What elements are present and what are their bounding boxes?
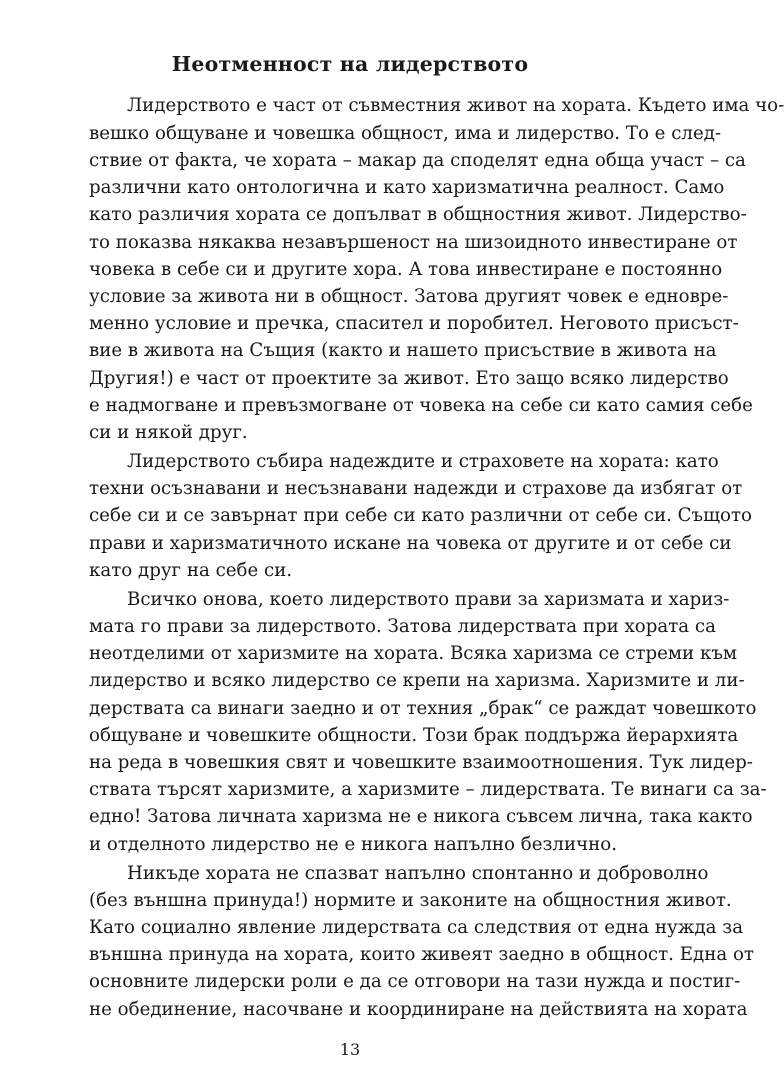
text-line: условие за живота ни в общност. Затова другият човек е едновре- bbox=[89, 286, 729, 307]
text-line: е надмогване и превъзмогване от човека на себе си като самия себе bbox=[89, 395, 753, 416]
text-line: (без външна принуда!) нормите и законите на общностния живот. bbox=[89, 890, 732, 911]
text-line: неотделими от харизмите на хората. Всяка харизма се стреми към bbox=[89, 643, 738, 664]
text-line: лидерство и всяко лидерство се крепи на харизма. Харизмите и ли- bbox=[89, 670, 745, 691]
text-line: на реда в човешкия свят и човешките взаимоотношения. Тук лидер- bbox=[89, 752, 753, 773]
text-line: не обединение, насочване и координиране на действията на хората bbox=[89, 999, 748, 1020]
text-line: човека в себе си и другите хора. А това инвестиране е постоянно bbox=[89, 259, 723, 280]
text-line: Никъде хората не спазват напълно спонтанно и доброволно bbox=[127, 863, 709, 884]
text-line: Лидерството събира надеждите и страховете на хората: като bbox=[127, 451, 719, 472]
text-line: прави и харизматичното искане на човека от другите и от себе си bbox=[89, 533, 732, 554]
text-line: основните лидерски роли е да се отговори на тази нужда и постиг- bbox=[89, 971, 741, 992]
text-line: мата го прави за лидерството. Затова лидерствата при хората са bbox=[89, 616, 716, 637]
text-line: и отделното лидерство не е никога напълно безлично. bbox=[89, 834, 617, 855]
text-line: ствата търсят харизмите, а харизмите – лидерствата. Те винаги са за- bbox=[89, 779, 767, 800]
text-line: Другия!) е част от проектите за живот. Ето защо всяко лидерство bbox=[89, 368, 729, 389]
text-line: вешко общуване и човешка общност, има и лидерство. То е след- bbox=[89, 123, 722, 144]
text-line: като друг на себе си. bbox=[89, 560, 293, 581]
text-line: общуване и човешките общности. Този брак поддържа йерархията bbox=[89, 725, 739, 746]
text-line: едно! Затова личната харизма не е никога съвсем лична, така както bbox=[89, 806, 753, 827]
text-line: Лидерството е част от съвместния живот на хората. Където има чо- bbox=[127, 95, 784, 116]
text-line: менно условие и пречка, спасител и поробител. Неговото присъст- bbox=[89, 313, 739, 334]
text-line: техни осъзнавани и несъзнавани надежди и страхове да избягат от bbox=[89, 478, 743, 499]
text-line: себе си и се завърнат при себе си като различни от себе си. Същото bbox=[89, 505, 752, 526]
text-line: Всичко онова, което лидерството прави за харизмата и хариз- bbox=[127, 589, 730, 610]
chapter-title: Неотменност на лидерството bbox=[171, 52, 529, 76]
text-line: външна принуда на хората, които живеят заедно в общност. Една от bbox=[89, 944, 754, 965]
page-number: 13 bbox=[339, 1040, 361, 1059]
text-line: ствие от факта, че хората – макар да споделят една обща участ – са bbox=[89, 150, 746, 171]
text-line: като различия хората се допълват в общностния живот. Лидерство- bbox=[89, 204, 747, 225]
text-line: различни като онтологична и като харизматична реалност. Само bbox=[89, 177, 725, 198]
text-line: вие в живота на Същия (както и нашето присъствие в живота на bbox=[89, 340, 717, 361]
text-line: си и някой друг. bbox=[89, 422, 248, 443]
text-line: то показва някаква незавършеност на шизоидното инвестиране от bbox=[89, 232, 738, 253]
text-line: дерствата са винаги заедно и от техния „брак“ се раждат човешкото bbox=[89, 698, 757, 719]
text-line: Като социално явление лидерствата са следствия от една нужда за bbox=[89, 917, 744, 938]
